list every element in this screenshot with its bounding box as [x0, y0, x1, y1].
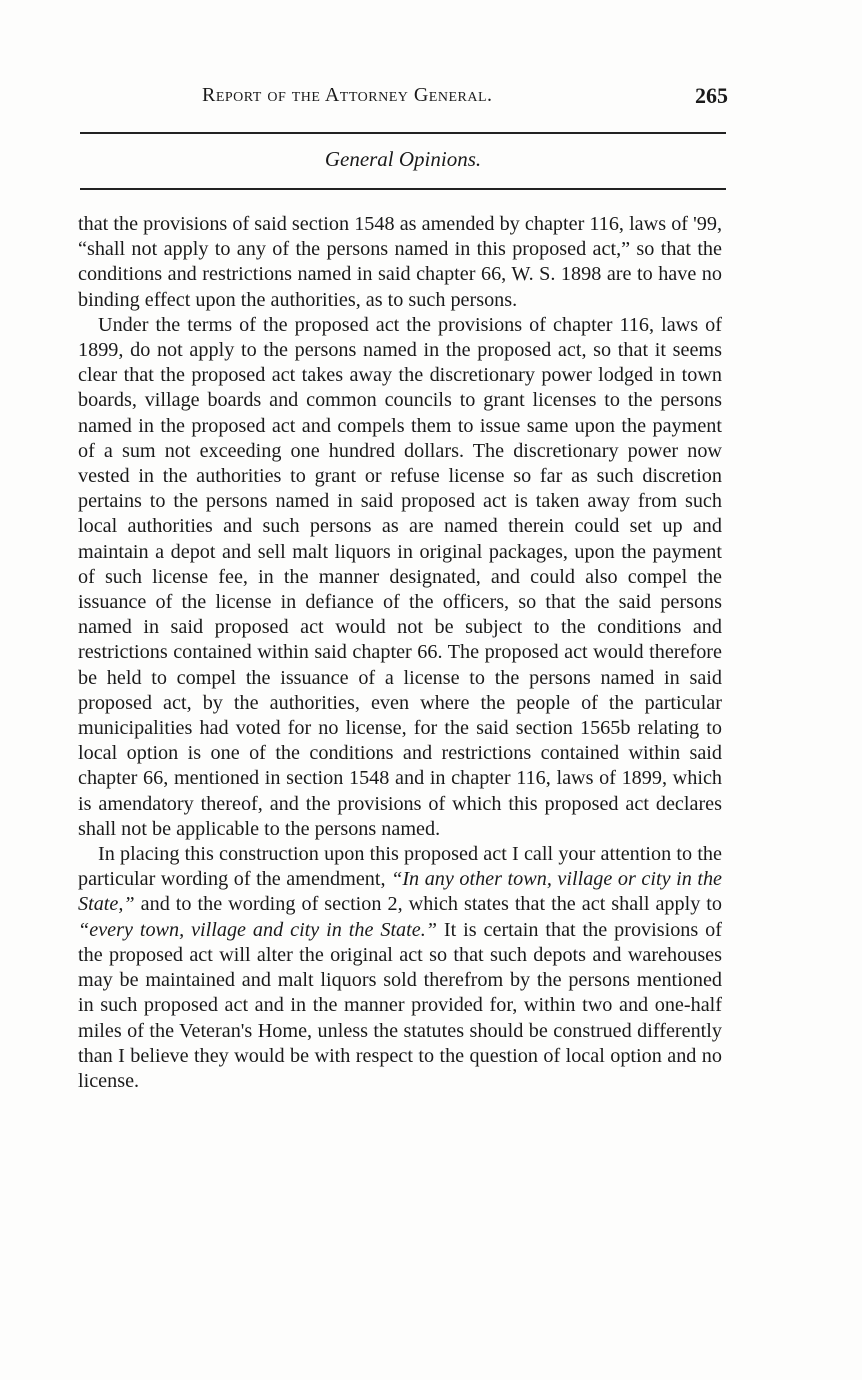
top-rule	[80, 132, 726, 134]
paragraph-continued	[78, 212, 722, 313]
section-title: General Opinions.	[324, 147, 482, 171]
running-head	[76, 84, 728, 114]
paragraph-construction	[78, 842, 722, 1094]
text-segment: that the provisions of said section 1548 as amended by chapter 116, laws of '99, “shall not apply to any of the persons named in this proposed act,” so that the conditions and restrictions named in said chapter 66, W. S. 1898 are to have no binding effect upon the authorities, as to such persons.	[78, 213, 722, 311]
quoted-section-text: “every town, village and city in the State.”	[78, 918, 437, 941]
body-text	[78, 212, 722, 1094]
text-segment: and to the wording of section 2, which states that the act shall apply to	[134, 893, 722, 916]
section-rule	[80, 188, 726, 190]
running-title: Report of the Attorney General.	[202, 84, 493, 106]
text-segment: In placing this construction upon this proposed act I call your attention to the particular wording of the amendment,	[78, 843, 722, 891]
text-segment: Under the terms of the proposed act the provisions of chapter 116, laws of 1899, do not apply to the persons named in the proposed act, so that it seems clear that the proposed act takes away the discretionary power lodged in town boards, village boards and common councils to grant licenses to the persons named in the proposed act and compels them to issue same upon the payment of a sum not exceeding one hundred dollars. The discretionary power now vested in the authorities to grant or refuse license so far as such discretion pertains to the persons named in said proposed act is taken away from such local authorities and such persons as are named therein could set up and maintain a depot and sell malt liquors in original packages, upon the payment of such license fee, in the manner designated, and could also compel the issuance of the license in defiance of the officers, so that the said persons named in said proposed act would not be subject to the conditions and restrictions contained within said chapter 66. The proposed act would therefore be held to compel the issuance of a license to the persons named in said proposed act, by the authorities, even where the people of the particular municipalities had voted for no license, for the said section 1565b relating to local option is one of the conditions and restrictions contained within said chapter 66, mentioned in section 1548 and in chapter 116, laws of 1899, which is amendatory thereof, and the provisions of which this proposed act declares shall not be applicable to the persons named.	[78, 313, 722, 840]
paragraph-discretionary-power	[78, 313, 722, 842]
text-segment: It is certain that the provisions of the proposed act will alter the original act so that such depots and warehouses may be maintained and malt liquors sold therefrom by the persons mentioned in such proposed act and in the manner provided for, within two and one-half miles of the Veteran's Home, unless the statutes should be construed differently than I believe they would be with respect to the question of local option and no license.	[78, 918, 722, 1092]
quoted-amendment-text: “In any other town, village or city in the State,”	[78, 868, 723, 916]
page-number: 265	[695, 83, 728, 108]
